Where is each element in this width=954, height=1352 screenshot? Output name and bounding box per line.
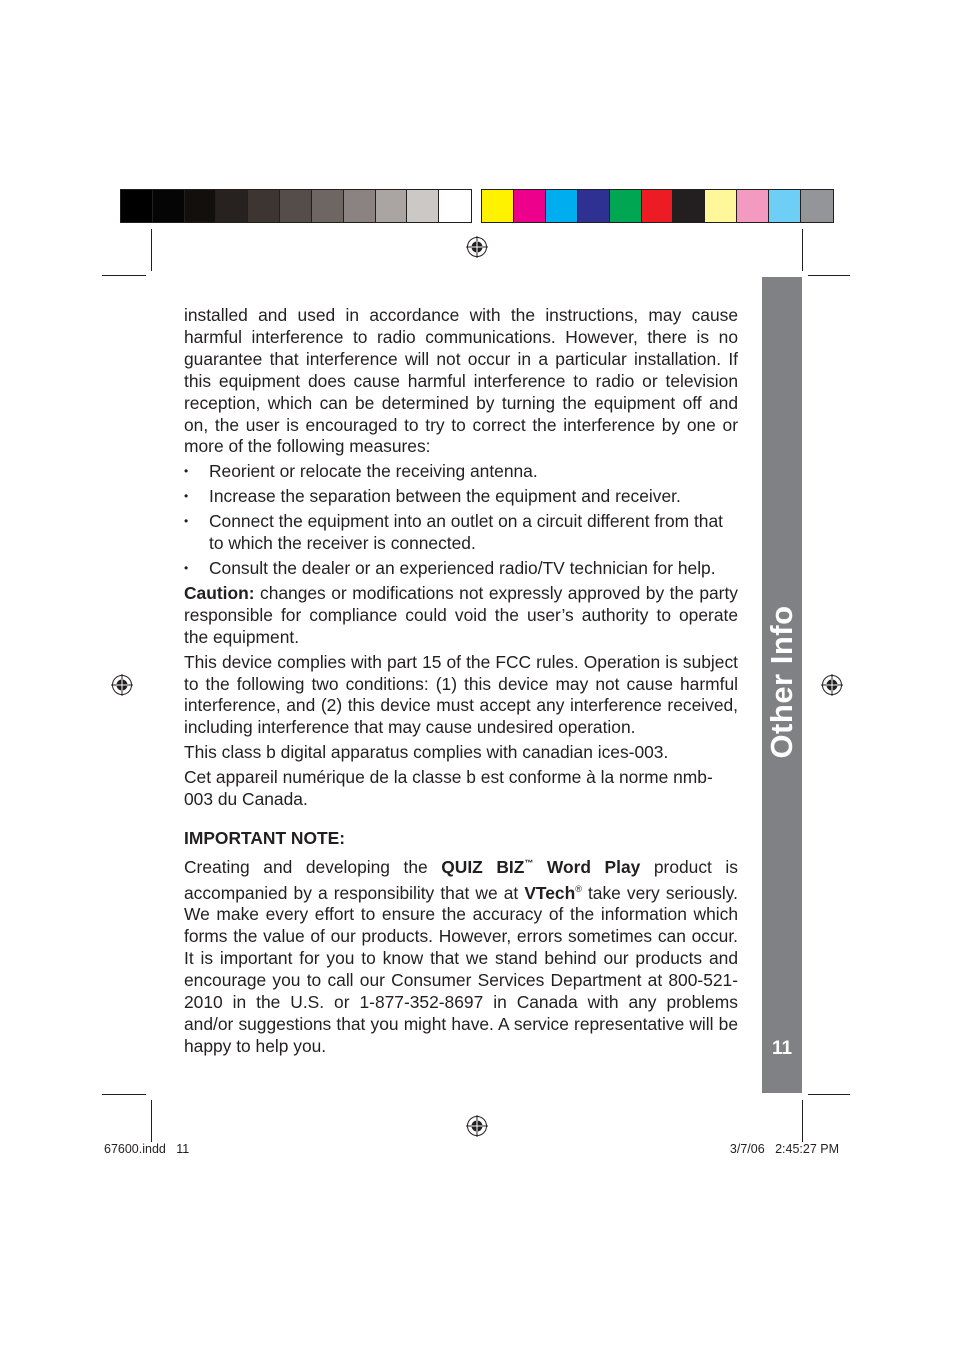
- color-swatch: [769, 190, 801, 222]
- color-swatch: [248, 190, 280, 222]
- color-swatch: [185, 190, 217, 222]
- color-swatch: [737, 190, 769, 222]
- caution-paragraph: [184, 583, 738, 649]
- crop-mark: [802, 229, 803, 271]
- registration-mark-icon: [466, 236, 488, 258]
- product-name-a: QUIZ BIZ: [441, 856, 525, 877]
- caution-text: changes or modifications not expressly approved by the party responsible for compliance could void the user’s authority to operate the equipment.: [184, 582, 738, 647]
- color-swatch: [610, 190, 642, 222]
- registration-mark-icon: [466, 1115, 488, 1137]
- crop-mark: [151, 1100, 152, 1142]
- note-paragraph: [184, 853, 738, 1058]
- intro-paragraph: installed and used in accordance with the instructions, may cause harmful interference to radio communications. However, there is no guarantee that interference will not occur in a particular installation. If this equipment does cause harmful interference to radio or television reception, which can be determined by turning the equipment off and on, the user is encouraged to try to correct the interference by one or more of the following measures:: [184, 305, 738, 457]
- product-name: [441, 857, 640, 877]
- french-paragraph: Cet appareil numérique de la classe b est conforme à la norme nmb-003 du Canada.: [184, 767, 713, 810]
- color-swatch: [705, 190, 737, 222]
- color-swatch: [482, 190, 514, 222]
- color-swatch: [280, 190, 312, 222]
- crop-mark: [151, 229, 152, 271]
- measures-list: [184, 461, 738, 580]
- fcc-paragraph: This device complies with part 15 of the FCC rules. Operation is subject to the following two conditions: (1) this device may not cause harmful interference, and (2) this device must accept any interference received, including interference that may cause undesired operation.: [184, 651, 738, 738]
- color-swatch: [642, 190, 674, 222]
- brand-name: VTech: [524, 882, 576, 903]
- note-post: take very seriously. We make every effort to ensure the accuracy of the information which forms the value of our products. However, errors sometimes can occur. It is important for you to know that we stand behind our products and encourage you to call our Consumer Services Department at 800-521-2010 in the U.S. or 1-877-352-8697 in Canada with any problems and/or suggestions that you might have. A service representative will be happy to help you.: [184, 882, 738, 1056]
- color-swatch: [312, 190, 344, 222]
- crop-mark: [808, 275, 850, 276]
- registration-mark-icon: [821, 674, 843, 696]
- color-swatch: [578, 190, 610, 222]
- trademark: ™: [524, 857, 534, 868]
- crop-mark: [808, 1094, 850, 1095]
- list-item: • Connect the equipment into an outlet on a circuit different from that to which the receiver is connected.: [184, 511, 738, 555]
- color-swatch: [439, 190, 471, 222]
- color-swatch: [546, 190, 578, 222]
- color-swatch: [514, 190, 546, 222]
- crop-mark: [102, 1094, 146, 1095]
- product-name-b: Word Play: [533, 856, 641, 877]
- color-swatch: [216, 190, 248, 222]
- slug-date: 3/7/06 2:45:27 PM: [729, 1142, 839, 1156]
- page-number: 11: [771, 1038, 793, 1059]
- color-swatch: [121, 190, 153, 222]
- color-swatch: [153, 190, 185, 222]
- note-pre: Creating and developing the: [184, 856, 442, 877]
- body-text: [184, 305, 738, 1061]
- note-mid: product is accompanied by a responsibility that we at: [184, 856, 738, 903]
- list-item: • Increase the separation between the equipment and receiver.: [184, 486, 738, 508]
- color-swatch: [407, 190, 439, 222]
- color-swatch: [673, 190, 705, 222]
- grayscale-bar: [120, 189, 472, 223]
- slug-file: 67600.indd 11: [104, 1142, 190, 1156]
- class-b-paragraph: This class b digital apparatus complies with canadian ices-003.: [184, 742, 669, 763]
- crop-mark: [802, 1100, 803, 1142]
- section-title: Other Info: [764, 605, 799, 759]
- color-swatch: [801, 190, 833, 222]
- color-swatch: [376, 190, 408, 222]
- color-swatch: [344, 190, 376, 222]
- caution-label: Caution:: [184, 582, 255, 603]
- list-item: • Consult the dealer or an experienced radio/TV technician for help.: [184, 558, 738, 580]
- note-heading: IMPORTANT NOTE:: [184, 827, 346, 848]
- color-bar: [481, 189, 834, 223]
- list-item: • Reorient or relocate the receiving antenna.: [184, 461, 738, 483]
- registered-mark: ®: [575, 883, 582, 894]
- crop-mark: [102, 275, 146, 276]
- registration-mark-icon: [111, 674, 133, 696]
